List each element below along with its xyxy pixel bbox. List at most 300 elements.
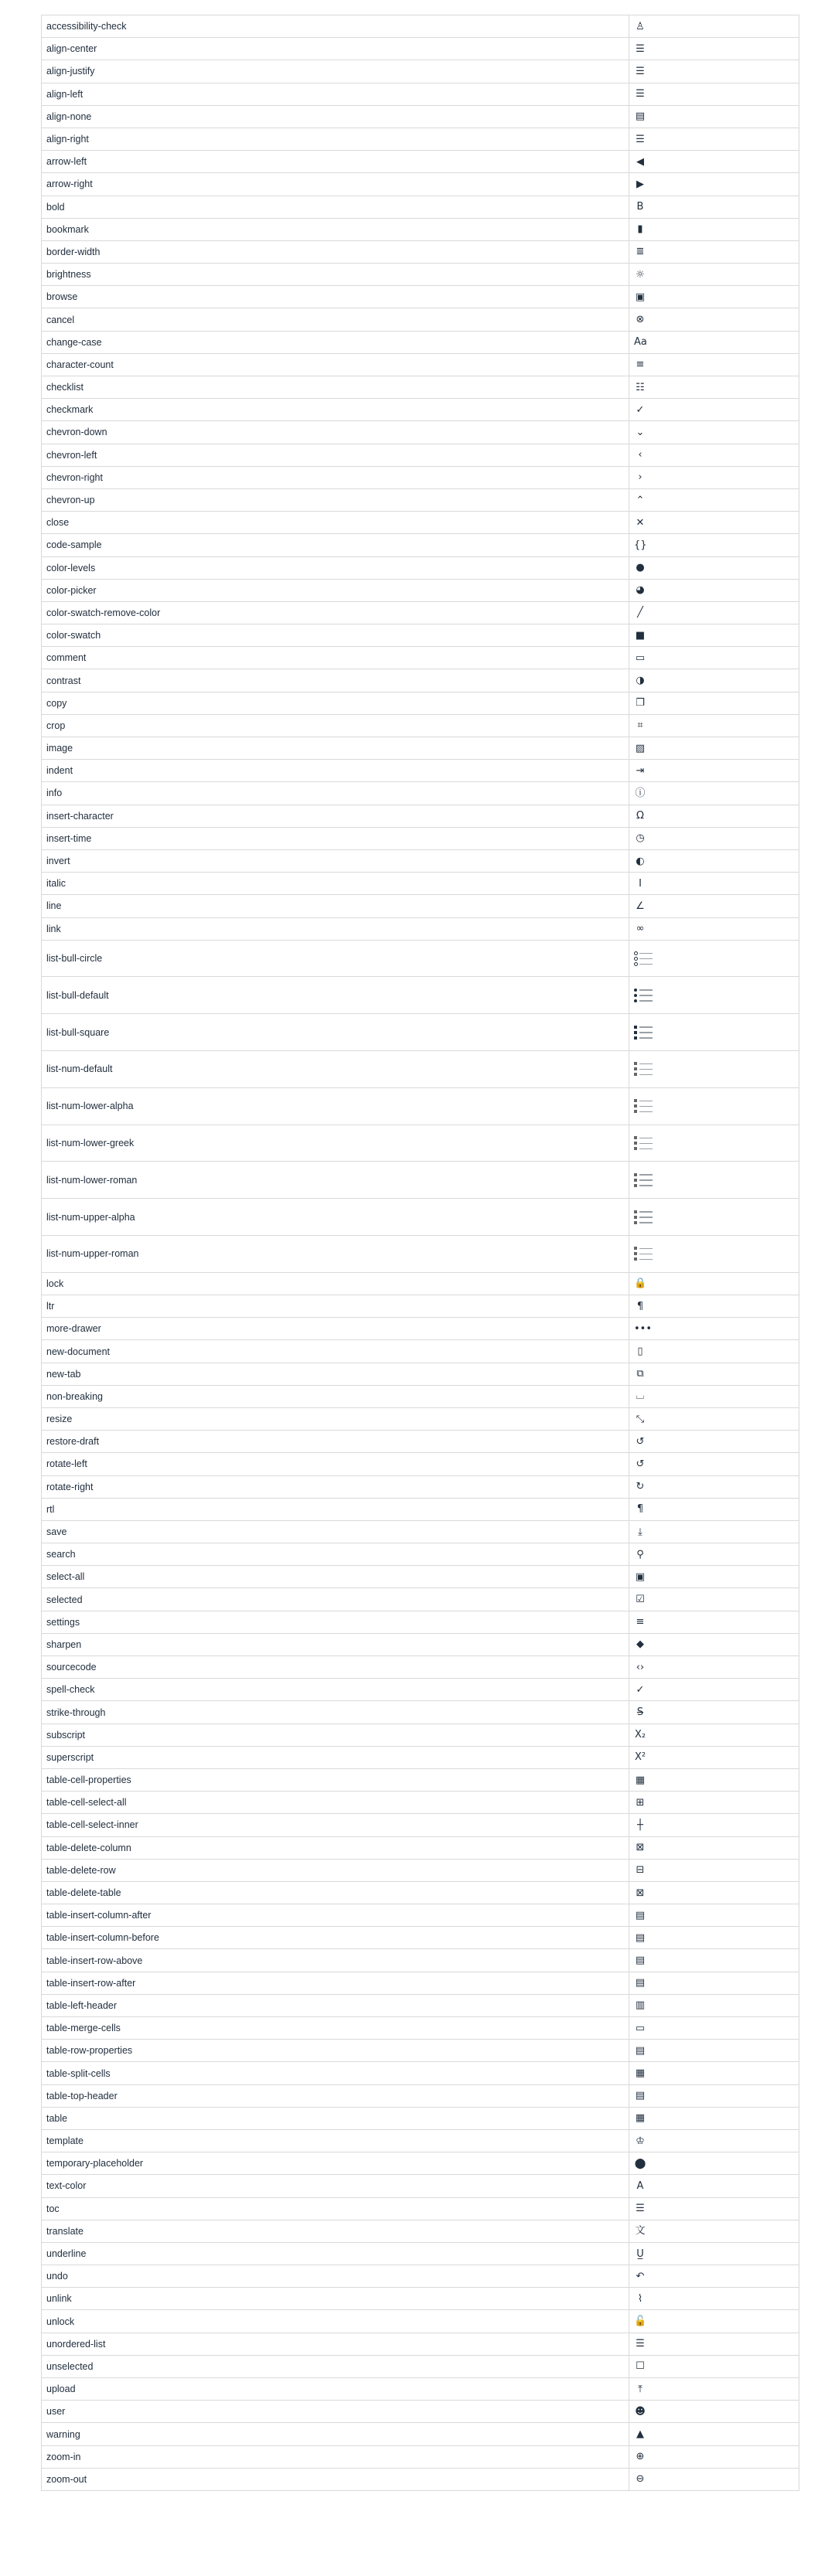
list-num-lower-roman-icon	[634, 1172, 653, 1189]
icon-preview-cell	[629, 83, 799, 105]
icon-name-cell: list-num-lower-greek	[42, 1125, 629, 1162]
icon-preview-cell	[629, 1340, 799, 1363]
icon-preview-cell	[629, 737, 799, 760]
icon-name-cell: unlock	[42, 2310, 629, 2333]
cancel-icon: ⊗	[636, 314, 645, 326]
icon-preview-cell	[629, 1814, 799, 1836]
icon-name-cell: warning	[42, 2423, 629, 2445]
table-row	[42, 1318, 799, 1340]
icon-preview-cell	[629, 1199, 799, 1236]
table-row	[42, 2401, 799, 2423]
invert-icon: ◐	[636, 855, 645, 867]
icon-preview-cell	[629, 1385, 799, 1407]
unselected-icon: ☐	[636, 2360, 645, 2373]
toc-icon: ☰	[636, 2203, 645, 2215]
bold-icon: B	[636, 201, 644, 213]
icon-name-cell: restore-draft	[42, 1431, 629, 1453]
icon-name-cell: superscript	[42, 1746, 629, 1768]
icon-name-cell: text-color	[42, 2175, 629, 2197]
icon-preview-cell	[629, 173, 799, 196]
table-row	[42, 2062, 799, 2084]
icon-preview-cell	[629, 1498, 799, 1520]
icon-name-cell: cancel	[42, 308, 629, 331]
icon-name-cell: color-swatch	[42, 624, 629, 647]
icon-preview-cell	[629, 2040, 799, 2062]
icon-name-cell: unselected	[42, 2355, 629, 2377]
table-row	[42, 2423, 799, 2445]
copy-icon: ❐	[636, 697, 645, 710]
table-left-header-icon: ▥	[635, 1999, 646, 2012]
superscript-icon: X²	[634, 1751, 646, 1764]
table-delete-row-icon: ⊟	[636, 1864, 645, 1877]
icon-preview-cell	[629, 128, 799, 150]
icon-name-cell: table-insert-row-above	[42, 1949, 629, 1972]
change-case-icon: Aa	[634, 336, 647, 349]
table-insert-column-after-icon: ▤	[635, 1909, 646, 1921]
icon-name-cell: new-document	[42, 1340, 629, 1363]
table-row	[42, 805, 799, 827]
icon-name-cell: table-insert-column-after	[42, 1904, 629, 1927]
table-row	[42, 399, 799, 421]
subscript-icon: X₂	[634, 1729, 646, 1741]
icon-preview-cell	[629, 60, 799, 83]
table-row	[42, 2310, 799, 2333]
table-row	[42, 2175, 799, 2197]
icon-name-cell: crop	[42, 714, 629, 737]
icon-name-cell: close	[42, 512, 629, 534]
icon-name-cell: link	[42, 917, 629, 940]
icon-preview-cell	[629, 1949, 799, 1972]
icon-name-cell: chevron-up	[42, 488, 629, 511]
icon-preview-cell	[629, 2129, 799, 2152]
table-row	[42, 196, 799, 218]
strike-through-icon: S̶	[636, 1707, 644, 1719]
search-icon: ⚲	[636, 1548, 644, 1560]
table-row	[42, 1363, 799, 1385]
table-row	[42, 2355, 799, 2377]
table-row	[42, 1385, 799, 1407]
icon-name-cell: undo	[42, 2265, 629, 2288]
icon-name-cell: line	[42, 895, 629, 917]
icon-preview-cell	[629, 2378, 799, 2401]
select-all-icon: ▣	[635, 1570, 646, 1583]
icon-name-cell: align-left	[42, 83, 629, 105]
rotate-right-icon: ↻	[636, 1481, 645, 1493]
user-icon: ☻	[635, 2405, 646, 2418]
table-row	[42, 2152, 799, 2175]
list-num-default-icon	[634, 1060, 653, 1077]
table-row	[42, 2445, 799, 2468]
icon-preview-cell	[629, 534, 799, 556]
icon-preview-cell	[629, 218, 799, 240]
table-row	[42, 15, 799, 38]
table-row	[42, 1881, 799, 1904]
table-cell-select-all-icon: ⊞	[636, 1796, 645, 1809]
table-top-header-icon: ▤	[635, 2090, 646, 2102]
table-delete-column-icon: ⊠	[636, 1842, 645, 1854]
icon-name-cell: color-levels	[42, 556, 629, 579]
icon-preview-cell	[629, 1633, 799, 1656]
icon-preview-cell	[629, 2468, 799, 2490]
table-row	[42, 353, 799, 376]
icon-name-cell: table-insert-row-after	[42, 1972, 629, 1994]
list-bull-square-icon	[634, 1024, 653, 1041]
icon-name-cell: contrast	[42, 669, 629, 692]
icon-name-cell: info	[42, 782, 629, 805]
icon-name-cell: color-picker	[42, 579, 629, 601]
icon-preview-cell	[629, 2084, 799, 2107]
icon-preview-cell	[629, 1453, 799, 1475]
icon-preview-cell	[629, 1768, 799, 1791]
icon-name-cell: settings	[42, 1611, 629, 1633]
icon-preview-cell	[629, 917, 799, 940]
icon-name-cell: table-insert-column-before	[42, 1927, 629, 1949]
icon-name-cell: search	[42, 1543, 629, 1566]
table-row	[42, 512, 799, 534]
table-row	[42, 1125, 799, 1162]
icon-name-cell: table-cell-select-inner	[42, 1814, 629, 1836]
icon-name-cell: align-none	[42, 105, 629, 128]
table-row	[42, 2084, 799, 2107]
icon-name-cell: color-swatch-remove-color	[42, 601, 629, 624]
more-drawer-icon: •••	[634, 1322, 653, 1335]
icon-name-cell: sourcecode	[42, 1656, 629, 1679]
icon-preview-cell	[629, 1792, 799, 1814]
icon-preview-cell	[629, 647, 799, 669]
table-row	[42, 38, 799, 60]
icon-name-cell: table	[42, 2107, 629, 2129]
table-split-cells-icon: ▦	[635, 2067, 646, 2080]
icon-name-cell: insert-character	[42, 805, 629, 827]
icon-preview-cell	[629, 849, 799, 872]
align-right-icon: ☰	[636, 133, 645, 145]
icon-preview-cell	[629, 1543, 799, 1566]
icon-name-cell: rotate-left	[42, 1453, 629, 1475]
insert-time-icon: ◷	[636, 832, 645, 845]
warning-icon: ▲	[636, 2428, 644, 2441]
icon-name-cell: table-top-header	[42, 2084, 629, 2107]
icon-name-cell: list-bull-circle	[42, 940, 629, 977]
table-insert-row-after-icon: ▤	[635, 1977, 646, 1989]
icon-name-cell: non-breaking	[42, 1385, 629, 1407]
icon-name-cell: rotate-right	[42, 1475, 629, 1498]
table-delete-table-icon: ⊠	[636, 1887, 645, 1899]
table-row	[42, 692, 799, 714]
color-picker-icon: ◕	[636, 584, 645, 597]
icon-preview-cell	[629, 421, 799, 444]
icon-name-cell: zoom-out	[42, 2468, 629, 2490]
icon-name-cell: invert	[42, 849, 629, 872]
icon-preview-cell	[629, 1724, 799, 1746]
icon-preview-cell	[629, 1679, 799, 1701]
icon-table-body	[42, 15, 799, 2491]
icon-preview-cell	[629, 2333, 799, 2355]
spell-check-icon: ✓	[636, 1683, 645, 1696]
chevron-down-icon: ⌄	[636, 426, 645, 438]
icon-preview-cell	[629, 2175, 799, 2197]
rtl-icon: ¶	[636, 1503, 644, 1516]
table-insert-row-above-icon: ▤	[635, 1955, 646, 1967]
table-row	[42, 1994, 799, 2016]
icon-preview-cell	[629, 579, 799, 601]
icon-preview-cell	[629, 2107, 799, 2129]
table-insert-column-before-icon: ▤	[635, 1931, 646, 1944]
icon-name-cell: list-num-lower-alpha	[42, 1087, 629, 1125]
icon-name-cell: bookmark	[42, 218, 629, 240]
icon-preview-cell	[629, 1588, 799, 1611]
table-row	[42, 1475, 799, 1498]
icon-preview-cell	[629, 2242, 799, 2265]
icon-name-cell: accessibility-check	[42, 15, 629, 38]
icon-preview-cell	[629, 1295, 799, 1318]
icon-preview-cell	[629, 240, 799, 263]
table-row	[42, 2265, 799, 2288]
bookmark-icon: ▮	[637, 223, 643, 236]
icon-preview-cell	[629, 760, 799, 782]
icon-name-cell: save	[42, 1520, 629, 1543]
table-row	[42, 2378, 799, 2401]
table-row	[42, 2129, 799, 2152]
icon-name-cell: brightness	[42, 264, 629, 286]
table-row	[42, 895, 799, 917]
icon-preview-cell	[629, 1746, 799, 1768]
icon-name-cell: image	[42, 737, 629, 760]
icon-preview-cell	[629, 1236, 799, 1273]
table-icon: ▦	[635, 2112, 646, 2125]
table-row	[42, 331, 799, 353]
icon-name-cell: table-left-header	[42, 1994, 629, 2016]
icon-name-cell: unordered-list	[42, 2333, 629, 2355]
table-row	[42, 1014, 799, 1051]
table-cell-select-inner-icon: ┼	[637, 1819, 643, 1831]
new-document-icon: ▯	[637, 1346, 643, 1358]
icon-name-cell: align-right	[42, 128, 629, 150]
save-icon: ⤓	[638, 1526, 642, 1538]
contrast-icon: ◑	[636, 675, 645, 687]
table-row	[42, 534, 799, 556]
table-cell-properties-icon: ▦	[635, 1774, 646, 1786]
list-num-upper-roman-icon	[634, 1245, 653, 1262]
table-row	[42, 1859, 799, 1881]
rotate-left-icon: ↺	[636, 1458, 645, 1470]
chevron-up-icon: ⌃	[636, 494, 645, 506]
upload-icon: ⤒	[638, 2383, 642, 2395]
crop-icon: ⌗	[637, 720, 643, 732]
icon-name-cell: unlink	[42, 2288, 629, 2310]
icon-preview-cell	[629, 151, 799, 173]
table-row	[42, 714, 799, 737]
icon-name-cell: code-sample	[42, 534, 629, 556]
zoom-in-icon: ⊕	[636, 2451, 645, 2463]
table-row	[42, 977, 799, 1014]
unordered-list-icon: ☰	[636, 2338, 645, 2350]
icon-preview-cell	[629, 2401, 799, 2423]
icon-preview-cell	[629, 1611, 799, 1633]
icon-preview-cell	[629, 353, 799, 376]
icon-preview-cell	[629, 1881, 799, 1904]
icon-preview-cell	[629, 264, 799, 286]
table-row	[42, 1295, 799, 1318]
list-num-lower-greek-icon	[634, 1135, 653, 1152]
icon-preview-cell	[629, 1520, 799, 1543]
table-row	[42, 624, 799, 647]
icon-preview-cell	[629, 38, 799, 60]
icon-name-cell: table-delete-table	[42, 1881, 629, 1904]
table-row	[42, 601, 799, 624]
icon-preview-cell	[629, 2423, 799, 2445]
icon-preview-cell	[629, 601, 799, 624]
icon-name-cell: new-tab	[42, 1363, 629, 1385]
selected-icon: ☑	[636, 1594, 645, 1606]
table-row	[42, 2288, 799, 2310]
icon-preview-cell	[629, 308, 799, 331]
icon-preview-cell	[629, 399, 799, 421]
icon-preview-cell	[629, 376, 799, 399]
icon-preview-cell	[629, 1407, 799, 1430]
table-row	[42, 1520, 799, 1543]
table-row	[42, 1904, 799, 1927]
icon-preview-cell	[629, 669, 799, 692]
table-row	[42, 105, 799, 128]
italic-icon: I	[639, 877, 642, 890]
table-row	[42, 240, 799, 263]
code-sample-icon: {}	[634, 539, 647, 551]
icon-name-cell: italic	[42, 873, 629, 895]
table-row	[42, 421, 799, 444]
table-row	[42, 1588, 799, 1611]
table-row	[42, 1051, 799, 1088]
list-num-lower-alpha-icon	[634, 1097, 653, 1114]
table-row	[42, 579, 799, 601]
icon-name-cell: indent	[42, 760, 629, 782]
icon-name-cell: list-num-upper-roman	[42, 1236, 629, 1273]
table-row	[42, 83, 799, 105]
icon-name-cell: template	[42, 2129, 629, 2152]
icon-preview-cell	[629, 2265, 799, 2288]
icon-preview-cell	[629, 2220, 799, 2242]
icon-name-cell: copy	[42, 692, 629, 714]
table-row	[42, 669, 799, 692]
icon-name-cell: list-num-lower-roman	[42, 1162, 629, 1199]
align-left-icon: ☰	[636, 88, 645, 100]
icon-preview-cell	[629, 1475, 799, 1498]
icon-preview-cell	[629, 1859, 799, 1881]
browse-icon: ▣	[635, 291, 646, 303]
underline-icon: U̲	[636, 2248, 644, 2260]
text-color-icon: A	[636, 2180, 644, 2192]
icon-preview-cell	[629, 1972, 799, 1994]
icon-preview-cell	[629, 692, 799, 714]
icon-name-cell: ltr	[42, 1295, 629, 1318]
icon-name-cell: spell-check	[42, 1679, 629, 1701]
table-row	[42, 1927, 799, 1949]
icon-preview-cell	[629, 2355, 799, 2377]
icon-preview-cell	[629, 331, 799, 353]
table-row	[42, 1543, 799, 1566]
icon-preview-cell	[629, 2152, 799, 2175]
table-row	[42, 1407, 799, 1430]
table-row	[42, 1431, 799, 1453]
table-row	[42, 2017, 799, 2040]
icon-preview-cell	[629, 1656, 799, 1679]
table-row	[42, 1199, 799, 1236]
icon-preview-cell	[629, 488, 799, 511]
icon-preview-cell	[629, 805, 799, 827]
icon-preview-cell	[629, 873, 799, 895]
list-num-upper-alpha-icon	[634, 1209, 653, 1226]
checklist-icon: ☷	[636, 381, 645, 393]
icon-preview-cell	[629, 895, 799, 917]
icon-name-cell: align-justify	[42, 60, 629, 83]
comment-icon: ▭	[635, 652, 646, 664]
icon-preview-cell	[629, 1701, 799, 1724]
temporary-placeholder-icon: ⬤	[634, 2157, 646, 2169]
icon-name-cell: subscript	[42, 1724, 629, 1746]
line-icon: ∠	[636, 900, 645, 912]
icon-name-cell: table-delete-column	[42, 1836, 629, 1859]
table-row	[42, 60, 799, 83]
table-row	[42, 1972, 799, 1994]
table-row	[42, 1162, 799, 1199]
table-row	[42, 2468, 799, 2490]
icon-name-cell: translate	[42, 2220, 629, 2242]
table-row	[42, 1949, 799, 1972]
table-row	[42, 2107, 799, 2129]
table-row	[42, 556, 799, 579]
icon-table	[41, 15, 799, 2491]
icon-preview-cell	[629, 1994, 799, 2016]
icon-name-cell: resize	[42, 1407, 629, 1430]
icon-name-cell: table-cell-select-all	[42, 1792, 629, 1814]
icon-name-cell: sharpen	[42, 1633, 629, 1656]
icon-name-cell: underline	[42, 2242, 629, 2265]
icon-name-cell: table-merge-cells	[42, 2017, 629, 2040]
table-row	[42, 1611, 799, 1633]
icon-preview-cell	[629, 1125, 799, 1162]
icon-preview-cell	[629, 1904, 799, 1927]
icon-name-cell: table-split-cells	[42, 2062, 629, 2084]
table-row	[42, 1792, 799, 1814]
icon-name-cell: selected	[42, 1588, 629, 1611]
table-row	[42, 1566, 799, 1588]
table-row	[42, 2197, 799, 2220]
icon-preview-cell	[629, 1363, 799, 1385]
table-row	[42, 2220, 799, 2242]
table-row	[42, 1746, 799, 1768]
table-row	[42, 760, 799, 782]
ltr-icon: ¶	[636, 1300, 644, 1312]
checkmark-icon: ✓	[636, 403, 645, 416]
icon-name-cell: change-case	[42, 331, 629, 353]
icon-name-cell: arrow-left	[42, 151, 629, 173]
table-row	[42, 1236, 799, 1273]
icon-preview-cell	[629, 15, 799, 38]
table-row	[42, 849, 799, 872]
icon-preview-cell	[629, 466, 799, 488]
table-row	[42, 737, 799, 760]
table-row	[42, 647, 799, 669]
table-row	[42, 1724, 799, 1746]
table-row	[42, 1633, 799, 1656]
icon-name-cell: rtl	[42, 1498, 629, 1520]
image-icon: ▨	[635, 742, 646, 754]
table-row	[42, 1701, 799, 1724]
icon-name-cell: chevron-right	[42, 466, 629, 488]
icon-preview-cell	[629, 2062, 799, 2084]
icon-name-cell: list-bull-square	[42, 1014, 629, 1051]
icon-preview-cell	[629, 1566, 799, 1588]
table-row	[42, 488, 799, 511]
